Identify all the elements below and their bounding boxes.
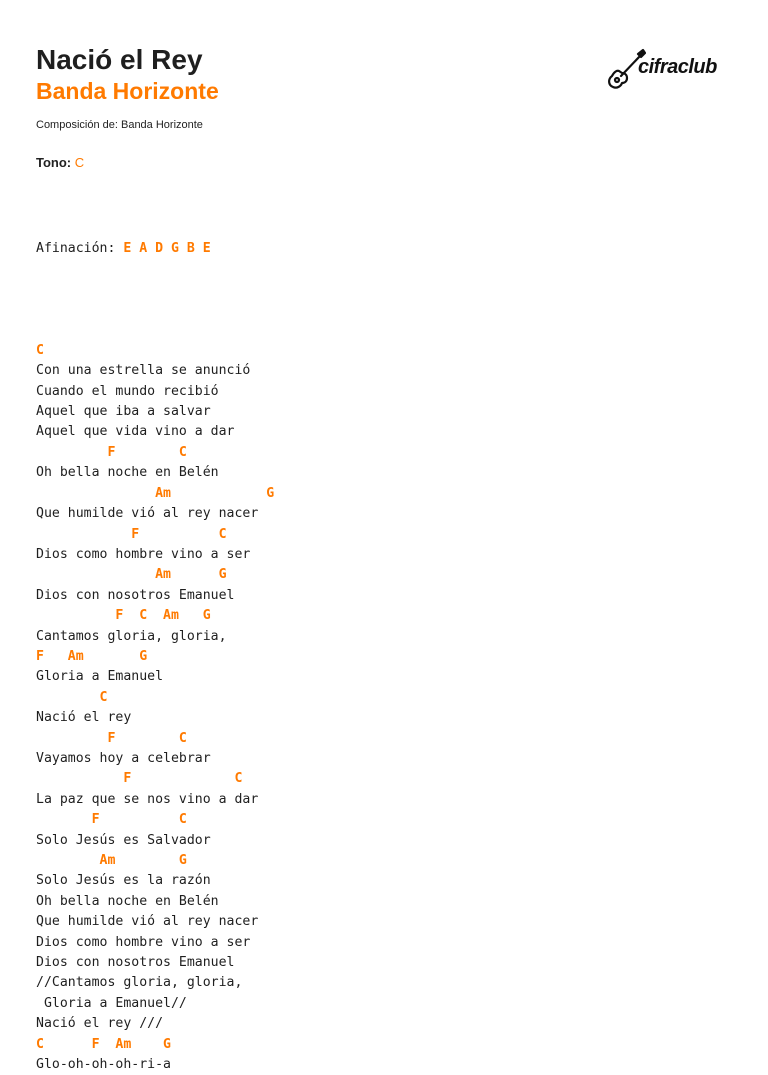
spacer-line	[36, 300, 274, 320]
tuning-row	[36, 239, 274, 259]
lyric-line: Glo-oh-oh-oh-ri-a	[36, 1057, 171, 1073]
chord-line[interactable]: C	[36, 342, 44, 358]
lyric-line: Dios con nosotros Emanuel	[36, 587, 235, 603]
lyric-line: Que humilde vió al rey nacer	[36, 914, 259, 930]
lyric-line: Dios con nosotros Emanuel	[36, 955, 235, 971]
song-title: Nació el Rey	[36, 44, 203, 75]
lyric-line: Gloria a Emanuel	[36, 669, 164, 685]
tuning-label: Afinación:	[36, 240, 116, 256]
lyric-line: Con una estrella se anunció	[36, 363, 251, 379]
lyric-line: Que humilde vió al rey nacer	[36, 506, 259, 522]
tuning-value: E A D G B E	[123, 240, 211, 256]
lyric-line: //Cantamos gloria, gloria,	[36, 975, 243, 991]
lyric-line: Gloria a Emanuel//	[36, 995, 187, 1011]
lyric-line: Oh bella noche en Belén	[36, 893, 219, 909]
lyric-line: Dios como hombre vino a ser	[36, 546, 251, 562]
chord-line[interactable]: Am G	[36, 485, 275, 501]
lyric-line: Solo Jesús es Salvador	[36, 832, 211, 848]
key-value[interactable]: C	[74, 155, 85, 170]
lyric-line: Vayamos hoy a celebrar	[36, 750, 211, 766]
chord-line[interactable]: F C Am G	[36, 608, 211, 624]
lyric-line: Cuando el mundo recibió	[36, 383, 219, 399]
chord-line[interactable]: F C	[36, 730, 187, 746]
cifraclub-logo	[606, 46, 722, 94]
key-label: Tono:	[36, 155, 72, 170]
logo-text: cifraclub	[638, 56, 717, 78]
chord-line[interactable]: C F Am G	[36, 1036, 171, 1052]
chord-line[interactable]: F C	[36, 526, 227, 542]
lyric-line: Solo Jesús es la razón	[36, 873, 211, 889]
lyric-line: Aquel que iba a salvar	[36, 404, 211, 420]
lyric-line: Nació el rey ///	[36, 1016, 164, 1032]
chord-line[interactable]: Am G	[36, 567, 227, 583]
chord-line[interactable]: F C	[36, 812, 187, 828]
chord-line[interactable]: F C	[36, 771, 243, 787]
chord-line[interactable]: F Am G	[36, 648, 148, 664]
key-row	[36, 154, 84, 172]
chord-line[interactable]: C	[36, 689, 108, 705]
lyric-line: Dios como hombre vino a ser	[36, 934, 251, 950]
lyric-line: La paz que se nos vino a dar	[36, 791, 259, 807]
composer-credit: Composición de: Banda Horizonte	[36, 119, 203, 131]
artist-name[interactable]: Banda Horizonte	[36, 78, 219, 104]
lyric-line: Aquel que vida vino a dar	[36, 424, 235, 440]
lyric-line: Cantamos gloria, gloria,	[36, 628, 227, 644]
chord-line[interactable]: Am G	[36, 853, 187, 868]
lyric-line: Nació el rey	[36, 710, 132, 726]
chord-sheet	[36, 198, 274, 1075]
lyric-line: Oh bella noche en Belén	[36, 465, 219, 481]
chord-line[interactable]: F C	[36, 444, 187, 460]
